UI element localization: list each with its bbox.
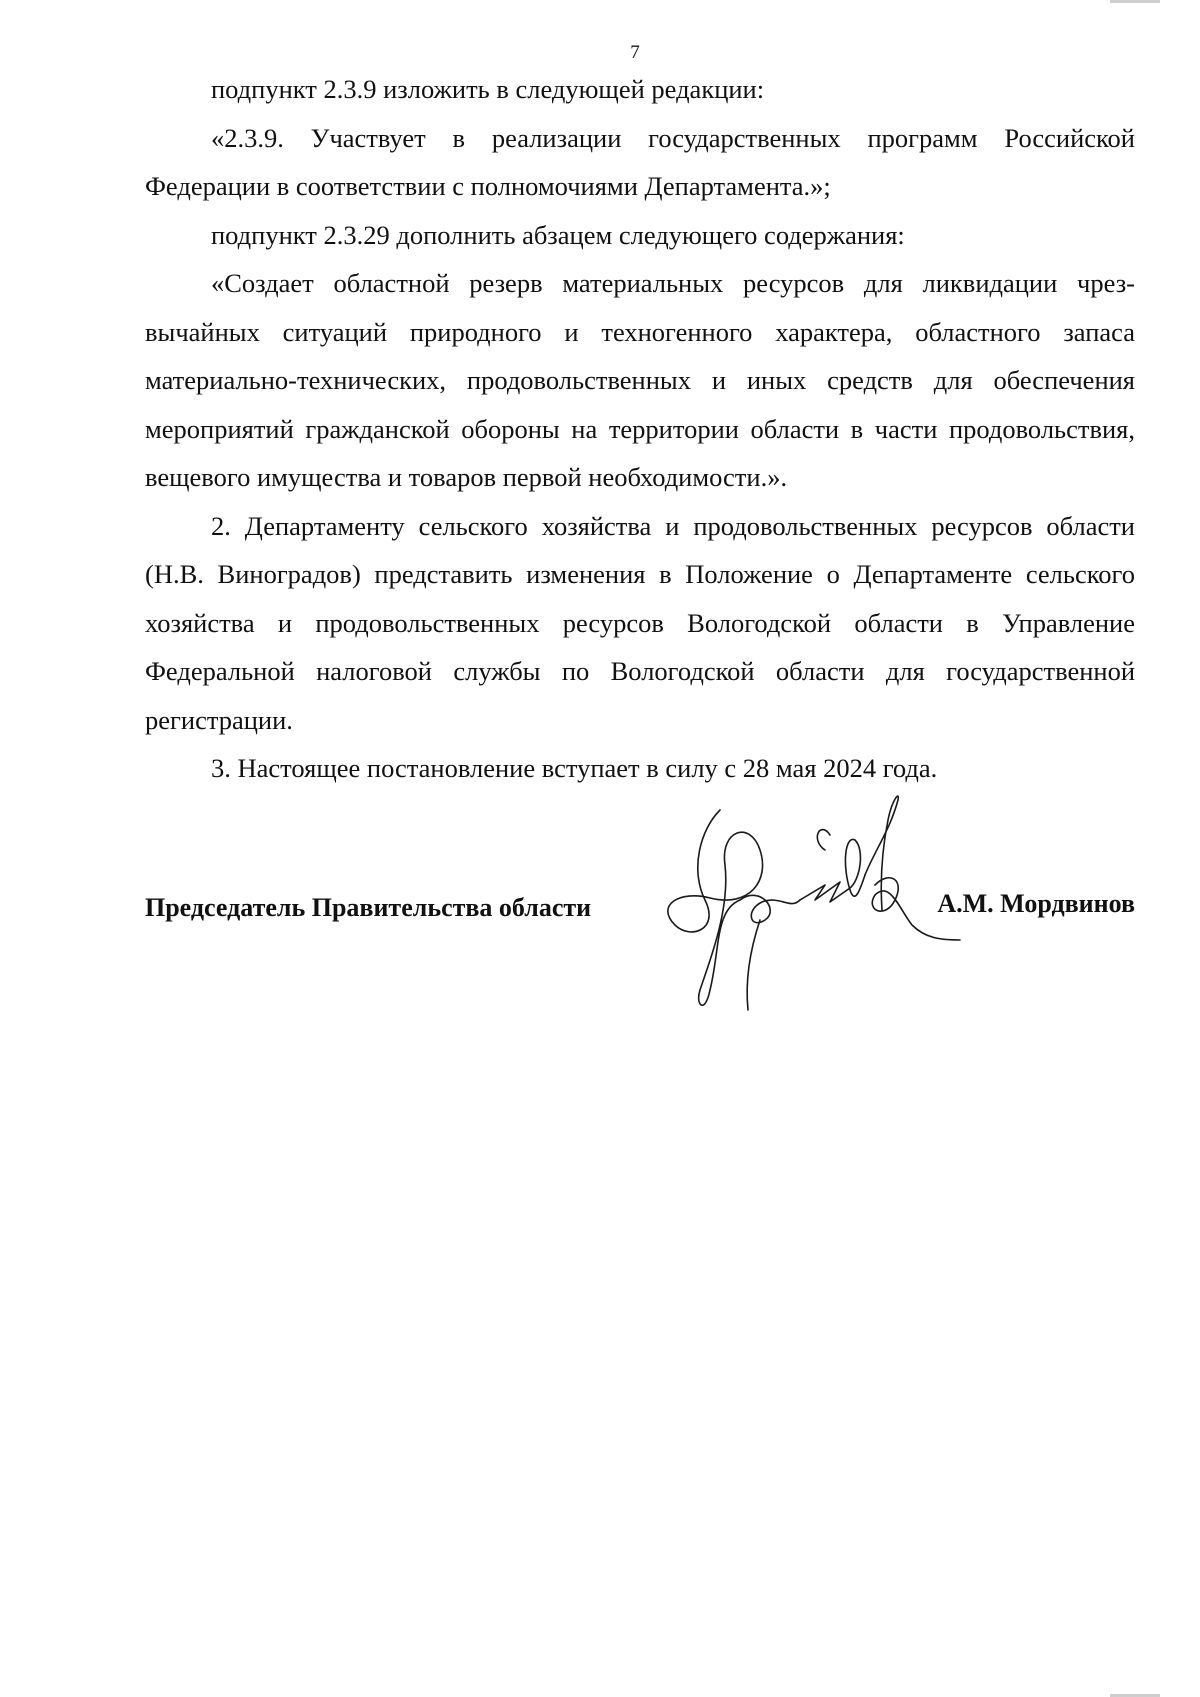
paragraph-4: «Создает областной резерв материальных ресурсов для ликвидации чрезвычайных ситуаций природного и техногенного характера, областного запаса материально-технических, продовольственных и иных средств для обеспечения мероприятий гражданской обороны на территории области в части продовольствия, вещевого имущества и товаров первой необходимости.». xyxy=(145,268,1135,492)
signer-title: Председатель Правительства области xyxy=(145,893,592,922)
paragraph-3: подпункт 2.3.29 дополнить абзацем следующего содержания: xyxy=(211,219,905,250)
signature-block xyxy=(145,889,1135,933)
paragraph-6: 3. Настоящее постановление вступает в силу с 28 мая 2024 года. xyxy=(211,753,938,783)
signer-name: А.М. Мордвинов xyxy=(937,889,1135,918)
scan-edge-mark xyxy=(1110,0,1160,3)
paragraph-1: подпункт 2.3.9 изложить в следующей редакции: xyxy=(211,74,765,104)
document-body xyxy=(145,65,1135,793)
page-number: 7 xyxy=(630,42,640,63)
paragraph-2: «2.3.9. Участвует в реализации государственных программ Российской Федерации в соответствии с полномочиями Департамента.»; xyxy=(145,122,1135,201)
handwritten-signature xyxy=(650,790,970,1030)
paragraph-5: 2. Департаменту сельского хозяйства и продовольственных ресурсов области (Н.В. Виноградов) представить изменения в Положение о Департаменте сельского хозяйства и продовольственных ресурсов Вологодской области в Управление Федеральной налоговой службы по Вологодской области для государственной регистрации. xyxy=(145,510,1135,735)
